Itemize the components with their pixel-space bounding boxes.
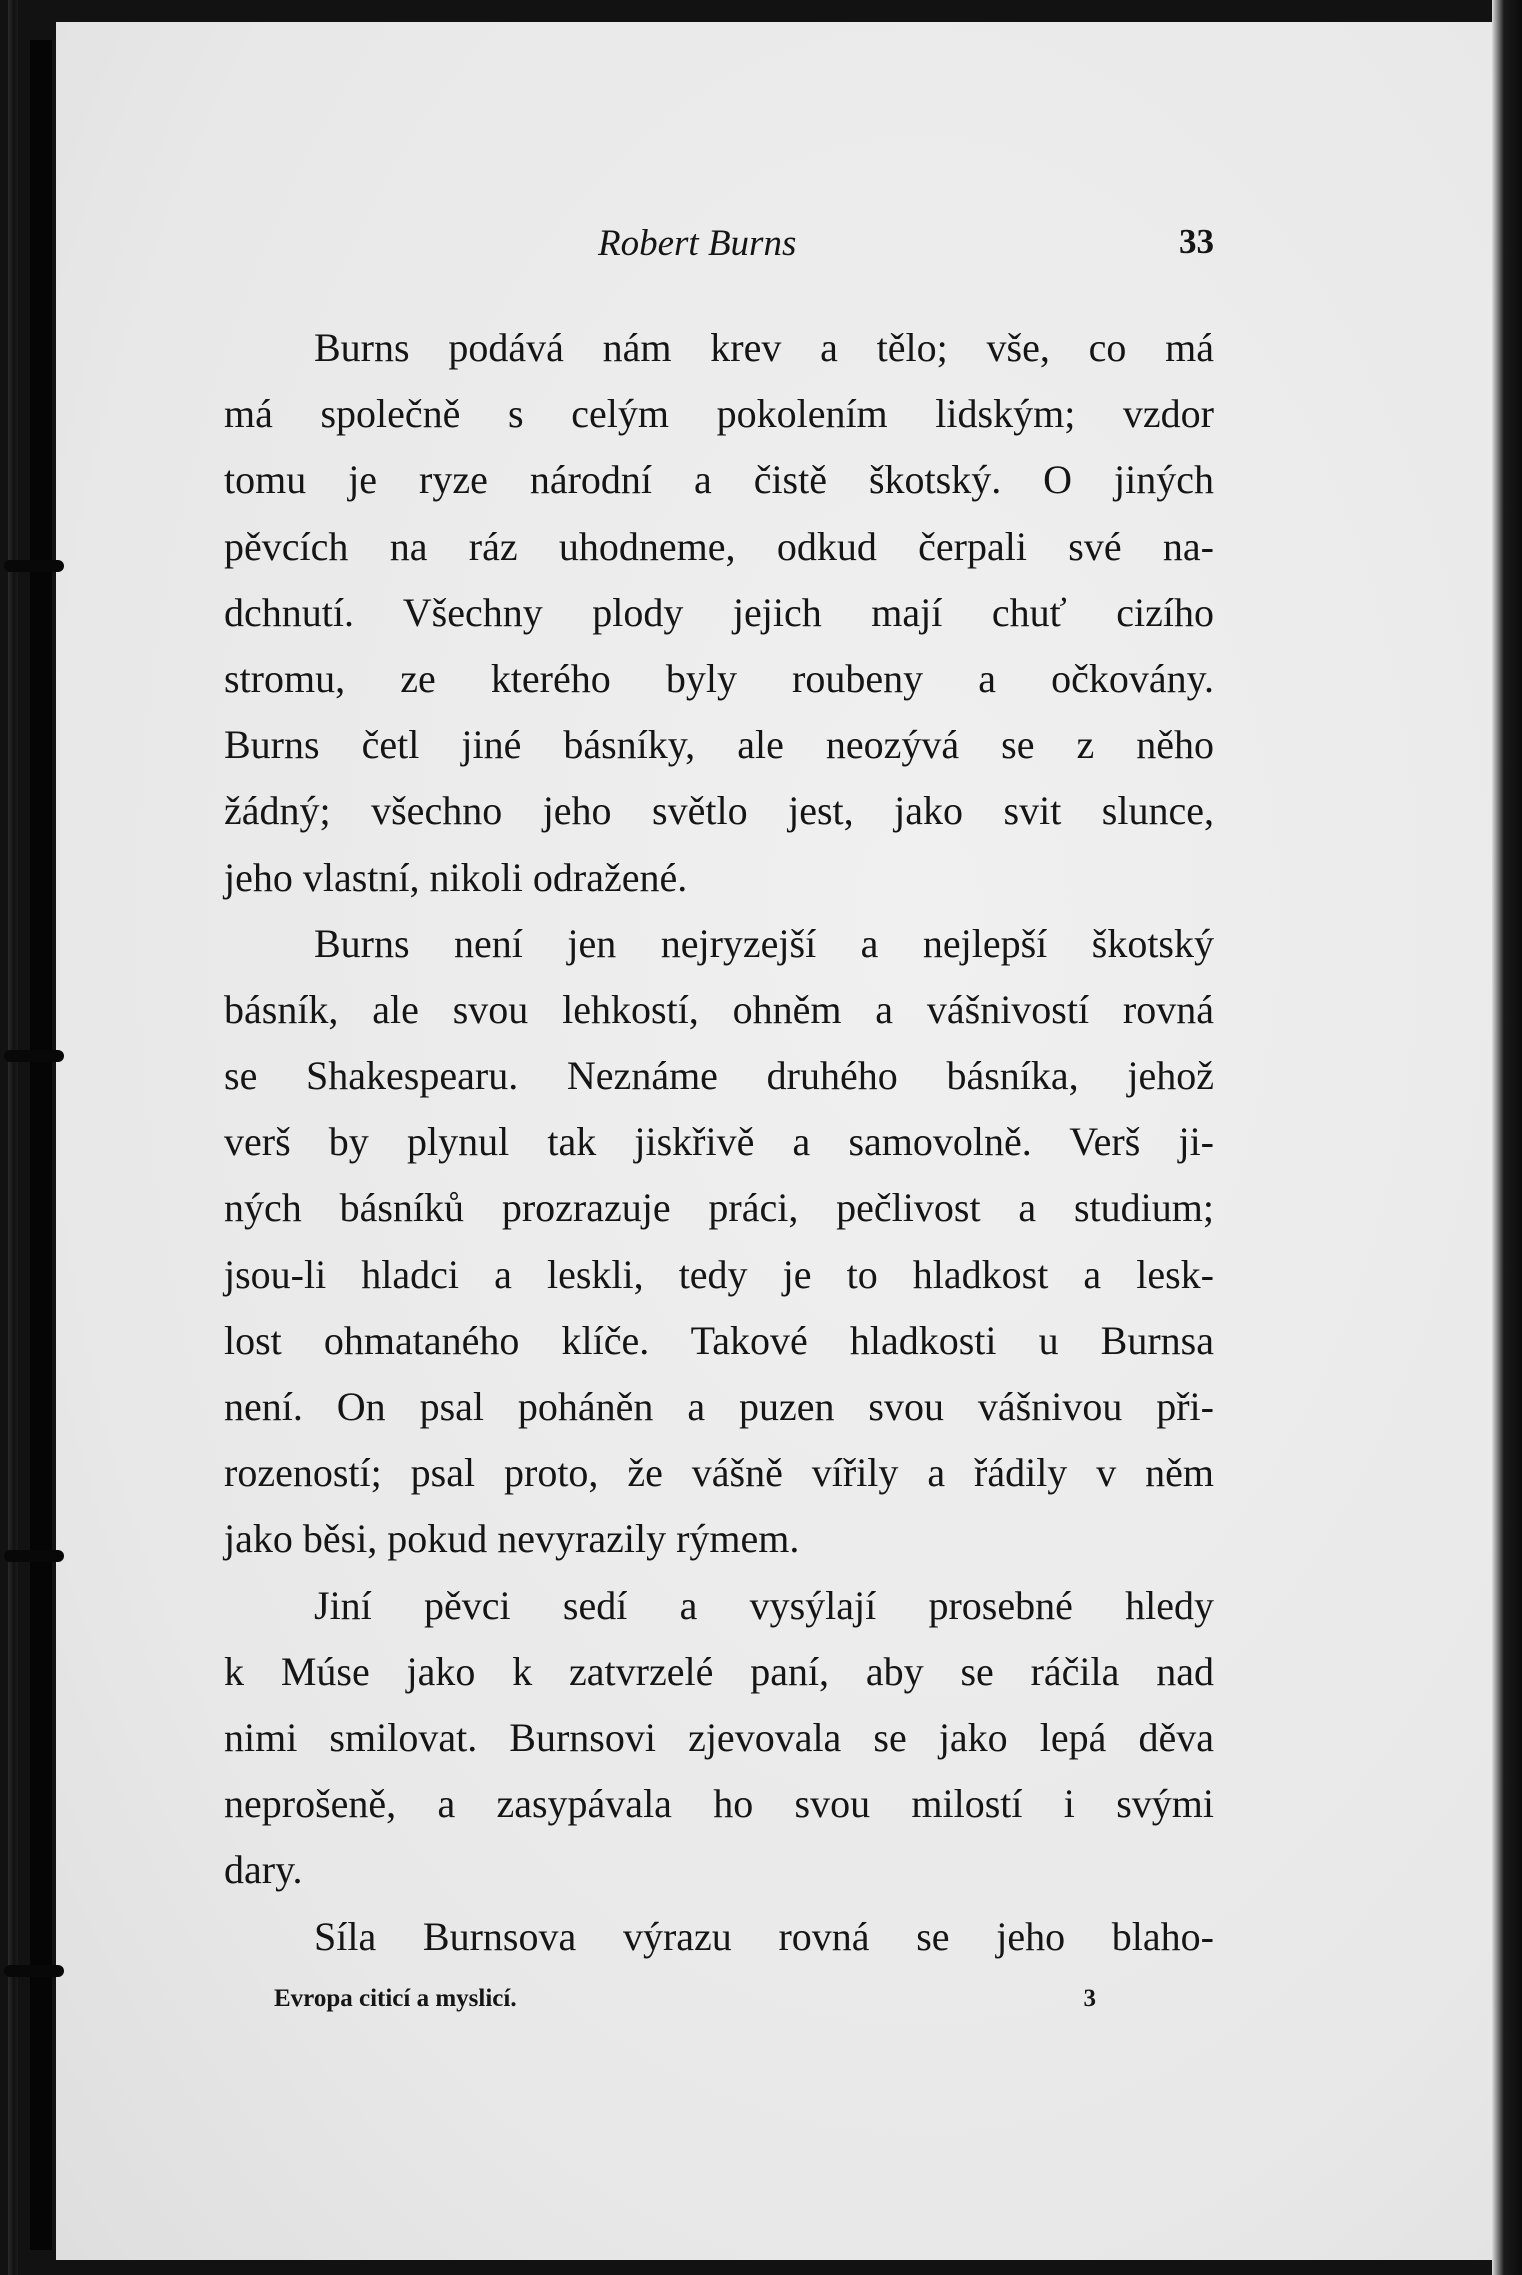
text-line: má společně s celým pokolením lidským; vzdor [224, 391, 1214, 437]
text-line: dchnutí. Všechny plody jejich mají chuť cizího [224, 589, 1214, 635]
text-line: nimi smilovat. Burnsovi zjevovala se jako lepá děva [224, 1714, 1214, 1760]
binding-thread-mark [4, 560, 64, 572]
binding-thread-mark [4, 1550, 64, 1562]
printer-signature: Evropa citicí a myslicí. [274, 1985, 517, 2012]
text-line: Burns není jen nejryzejší a nejlepší škotský [314, 920, 1214, 966]
text-line: Síla Burnsova výrazu rovná se jeho blaho- [314, 1913, 1214, 1959]
text-line: jako běsi, pokud nevyrazily rýmem. [224, 1516, 800, 1562]
page-footer [274, 1985, 1096, 2025]
page-number: 33 [1179, 222, 1214, 261]
binding-thread-mark [4, 1965, 64, 1977]
page-right-edge [1492, 0, 1522, 2275]
text-line: rozeností; psal proto, že vášně vířily a řádily v něm [224, 1450, 1214, 1496]
sheet-number: 3 [1083, 1985, 1096, 2012]
running-header [224, 222, 1214, 274]
text-line: lost ohmataného klíče. Takové hladkosti u Burnsa [224, 1317, 1214, 1363]
text-line: neprošeně, a zasypávala ho svou milostí i svými [224, 1781, 1214, 1827]
book-binding-strip [30, 40, 52, 2250]
text-line: žádný; všechno jeho světlo jest, jako svit slunce, [224, 788, 1214, 834]
text-line: se Shakespearu. Neznáme druhého básníka, jehož [224, 1053, 1214, 1099]
text-line: tomu je ryze národní a čistě škotský. O jiných [224, 457, 1214, 503]
text-line: ných básníků prozrazuje práci, pečlivost a studium; [224, 1185, 1214, 1231]
text-line: verš by plynul tak jiskřivě a samovolně. Verš ji- [224, 1119, 1214, 1165]
text-line: jsou-li hladci a leskli, tedy je to hladkost a lesk- [224, 1251, 1214, 1297]
binding-shadow [8, 0, 18, 2275]
text-line: jeho vlastní, nikoli odražené. [224, 854, 688, 900]
binding-thread-mark [4, 1050, 64, 1062]
text-line: básník, ale svou lehkostí, ohněm a vášnivostí rovná [224, 986, 1214, 1032]
text-line: k Múse jako k zatvrzelé paní, aby se ráčila nad [224, 1648, 1214, 1694]
text-line: dary. [224, 1847, 303, 1893]
text-line: Jiní pěvci sedí a vysýlají prosebné hledy [314, 1582, 1214, 1628]
body-text [224, 315, 1214, 1970]
text-line: není. On psal poháněn a puzen svou vášnivou při- [224, 1384, 1214, 1429]
text-line: stromu, ze kterého byly roubeny a očkovány. [224, 655, 1214, 701]
text-line: pěvcích na ráz uhodneme, odkud čerpali své na- [224, 523, 1214, 569]
running-title: Robert Burns [598, 223, 797, 264]
text-line: Burns podává nám krev a tělo; vše, co má [314, 325, 1214, 370]
text-line: Burns četl jiné básníky, ale neozývá se z něho [224, 722, 1214, 768]
